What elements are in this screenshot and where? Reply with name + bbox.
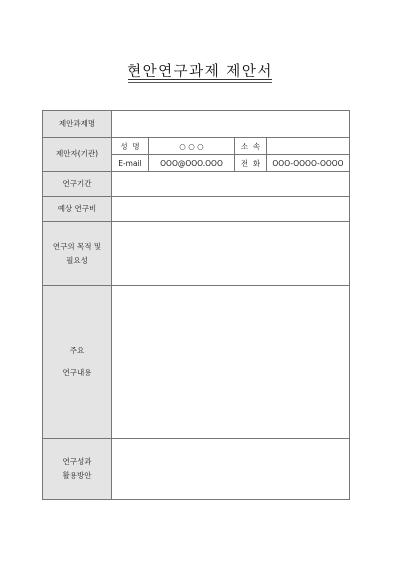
label-main-content bbox=[43, 286, 112, 438]
affiliation-field[interactable] bbox=[267, 138, 350, 155]
document-title: 현안연구과제 제안서 bbox=[127, 64, 273, 80]
purpose-field[interactable] bbox=[112, 222, 350, 286]
label-budget: 예상 연구비 bbox=[43, 197, 112, 222]
label-phone: 전 화 bbox=[235, 155, 267, 172]
title-underline-second bbox=[128, 82, 272, 83]
phone-field[interactable]: OOO-OOOO-OOOO bbox=[267, 155, 350, 172]
label-main-content-line2: 연구내용 bbox=[62, 368, 92, 378]
proposal-form-table bbox=[42, 110, 350, 500]
label-name: 성 명 bbox=[112, 138, 149, 155]
project-name-field[interactable] bbox=[112, 111, 350, 138]
label-email: E-mail bbox=[112, 155, 149, 172]
label-purpose-line1: 연구의 목적 및 bbox=[52, 241, 102, 251]
label-purpose-line2: 필요성 bbox=[66, 255, 88, 265]
label-purpose bbox=[43, 222, 112, 286]
label-project-name: 제안과제명 bbox=[43, 111, 112, 138]
results-field[interactable] bbox=[112, 438, 350, 499]
label-results bbox=[43, 438, 112, 499]
research-period-field[interactable] bbox=[112, 172, 350, 197]
title-underline bbox=[128, 79, 272, 80]
budget-field[interactable] bbox=[112, 197, 350, 222]
label-research-period: 연구기간 bbox=[43, 172, 112, 197]
label-results-line1: 연구성과 bbox=[62, 456, 92, 466]
label-results-line2: 활용방안 bbox=[62, 470, 92, 480]
main-content-field[interactable] bbox=[112, 286, 350, 438]
label-affiliation: 소 속 bbox=[235, 138, 267, 155]
label-proposer: 제안자(기관) bbox=[43, 138, 112, 172]
name-field[interactable]: ○ ○ ○ bbox=[149, 138, 235, 155]
label-main-content-line1: 주요 bbox=[69, 345, 85, 355]
email-field[interactable]: OOO@OOO.OOO bbox=[149, 155, 235, 172]
